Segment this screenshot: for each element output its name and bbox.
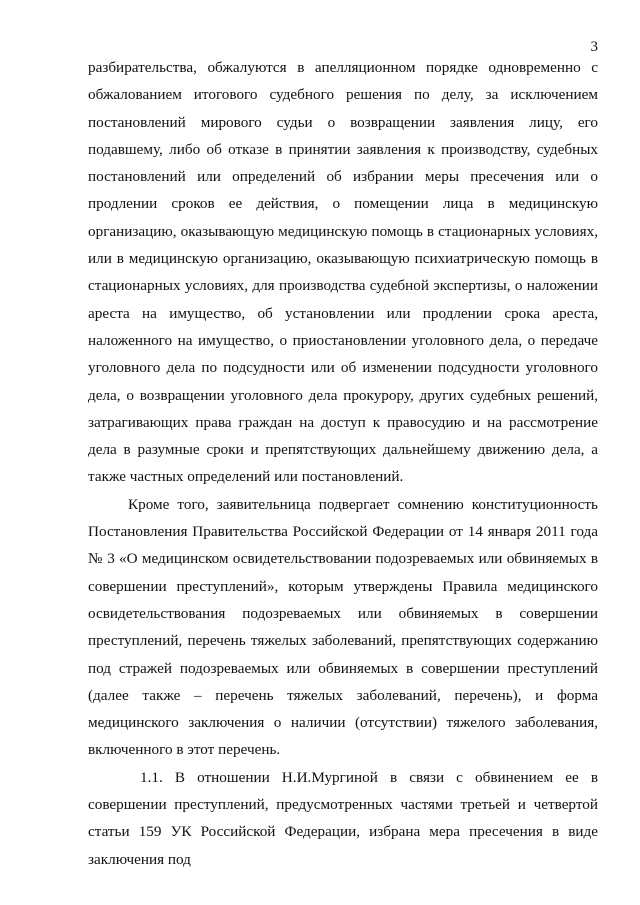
paragraph-resolution-challenge: Кроме того, заявительница подвергает сомнению конституционность Постановления Правительства Российской Федерации от 14 января 2011 года № 3 «О медицинском освидетельствовании подозреваемых или обвиняемых в совершении преступлений», которым утверждены Правила медицинского освидетельствования подозреваемых или обвиняемых в совершении преступлений, перечень тяжелых заболеваний, препятствующих содержанию под стражей подозреваемых или обвиняемых в совершении преступлений (далее также – перечень тяжелых заболеваний, перечень), и форма медицинского заключения о наличии (отсутствии) тяжелого заболевания, включенного в этот перечень.: [88, 495, 598, 759]
document-body: [88, 54, 598, 873]
paragraph-section-1-1: 1.1. В отношении Н.И.Мургиной в связи с обвинением ее в совершении преступлений, предусмотренных частями третьей и четвертой статьи 159 УК Российской Федерации, избрана мера пресечения в виде заключения под: [88, 768, 598, 868]
paragraph-continuation: разбирательства, обжалуются в апелляционном порядке одновременно с обжалованием итогового судебного решения по делу, за исключением постановлений мирового судьи о возвращении заявления лицу, его подавшему, либо об отказе в принятии заявления к производству, судебных постановлений или определений об избрании меры пресечения или о продлении сроков ее действия, о помещении лица в медицинскую организацию, оказывающую медицинскую помощь в стационарных условиях, или в медицинскую организацию, оказывающую психиатрическую помощь в стационарных условиях, для производства судебной экспертизы, о наложении ареста на имущество, об установлении или продлении срока ареста, наложенного на имущество, о приостановлении уголовного дела, о передаче уголовного дела по подсудности или об изменении подсудности уголовного дела, о возвращении уголовного дела прокурору, других судебных решений, затрагивающих права граждан на доступ к правосудию и на рассмотрение дела в разумные сроки и препятствующих дальнейшему движению дела, а также частных определений или постановлений.: [88, 59, 598, 486]
page-number: 3: [590, 39, 598, 55]
